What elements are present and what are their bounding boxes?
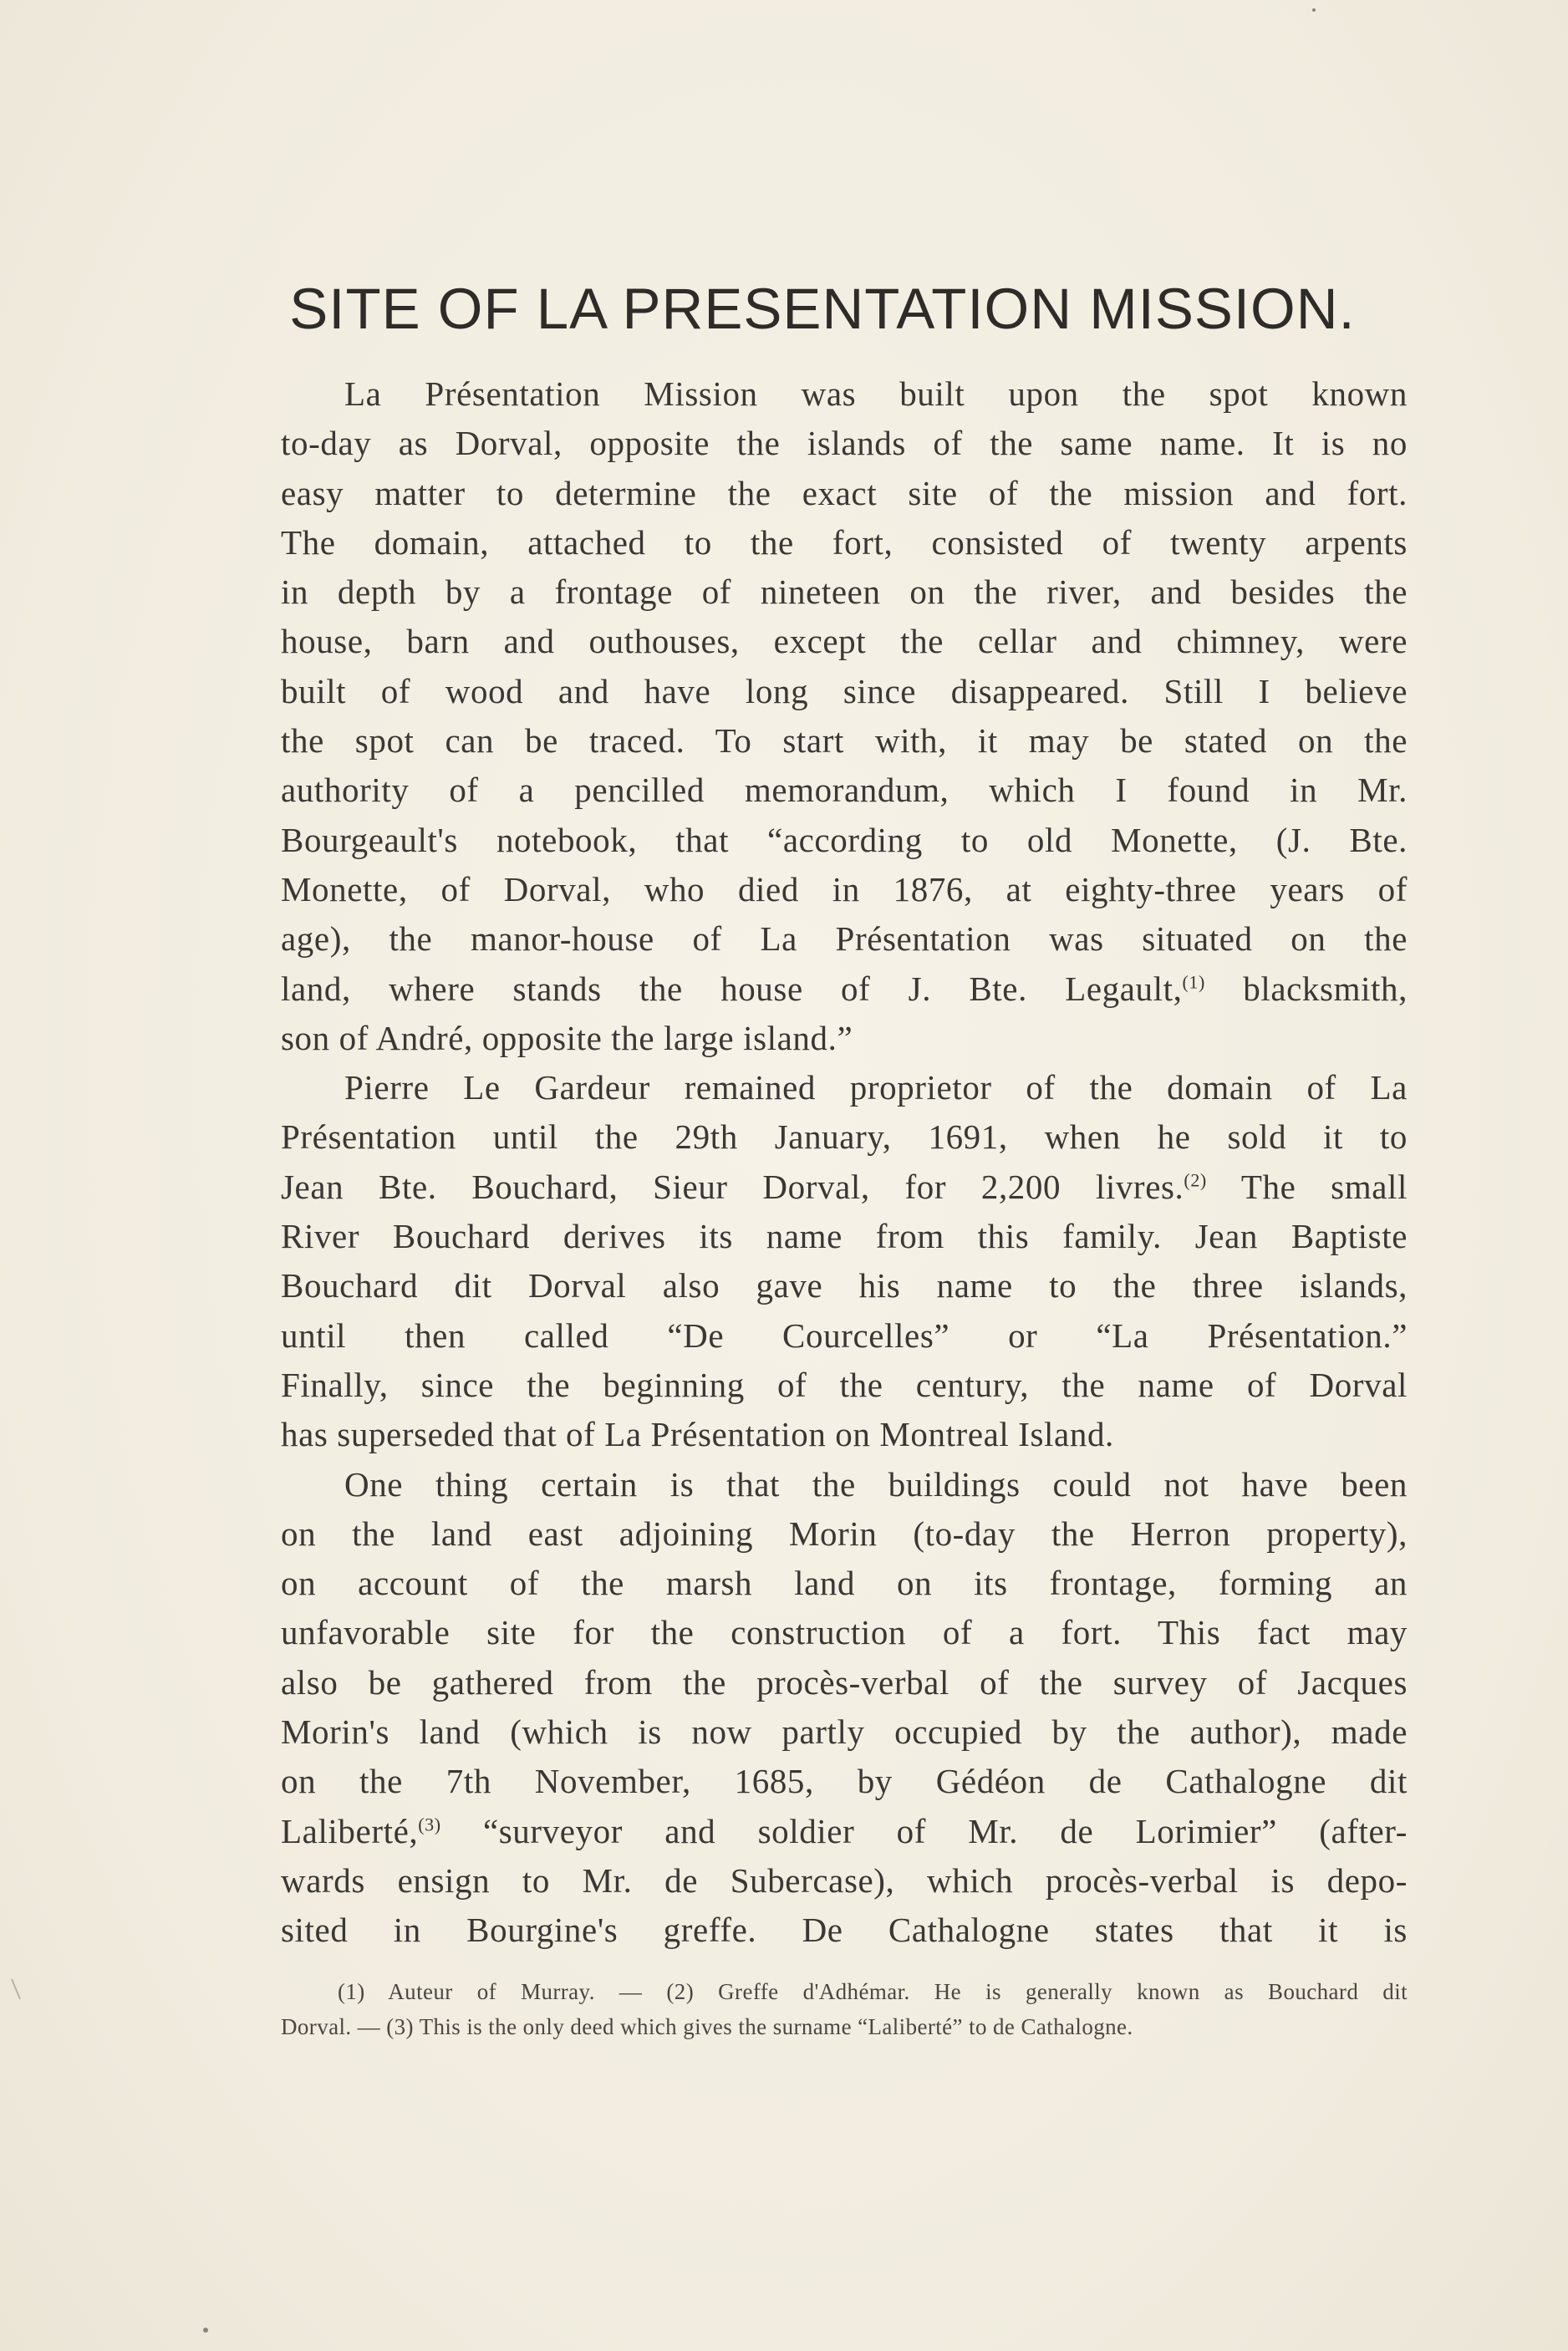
- text-line: has superseded that of La Présentation on Montreal Island.: [281, 1415, 1114, 1454]
- text-line: Présentation until the 29th January, 1691, when he sold it to: [281, 1117, 1408, 1157]
- text-line: Finally, since the beginning of the century, the name of Dorval: [281, 1365, 1408, 1404]
- text-line: Morin's land (which is now partly occupied by the author), made: [281, 1712, 1408, 1752]
- text-line: to-day as Dorval, opposite the islands of the same name. It is no: [281, 424, 1408, 463]
- text-line: sited in Bourgine's greffe. De Cathalogne states that it is: [281, 1911, 1408, 1950]
- text-line-with-footnote: [281, 964, 1408, 1014]
- text-line: age), the manor-house of La Présentation was situated on the: [281, 919, 1408, 959]
- text-line-tail: “surveyor and soldier of Mr. de Lorimier” (after-: [482, 1811, 1408, 1850]
- footnotes: [281, 1974, 1408, 2044]
- paper-crease: [12, 1979, 20, 1999]
- text-line: unfavorable site for the construction of a fort. This fact may: [281, 1613, 1408, 1652]
- text-line: on the 7th November, 1685, by Gédéon de Cathalogne dit: [281, 1762, 1408, 1801]
- text-line-head: Jean Bte. Bouchard, Sieur Dorval, for 2,200 livres.: [281, 1167, 1184, 1206]
- text-line: built of wood and have long since disappeared. Still I believe: [281, 671, 1408, 710]
- footnote-ref-2: (2): [1184, 1169, 1207, 1191]
- text-line: Pierre Le Gardeur remained proprietor of the domain of La: [344, 1068, 1408, 1107]
- footnote-line: Dorval. — (3) This is the only deed which gives the surname “Laliberté” to de Cathalogne.: [281, 2014, 1133, 2039]
- text-line: One thing certain is that the buildings could not have been: [344, 1464, 1408, 1504]
- text-line: La Présentation Mission was built upon the spot known: [344, 374, 1408, 413]
- text-line: on account of the marsh land on its frontage, forming an: [281, 1564, 1408, 1603]
- text-line: wards ensign to Mr. de Subercase), which procès-verbal is depo-: [281, 1860, 1408, 1900]
- text-line: The domain, attached to the fort, consisted of twenty arpents: [281, 522, 1408, 562]
- paper-speck: [1312, 8, 1316, 12]
- footnote-ref-3: (3): [418, 1813, 441, 1834]
- text-line-head: Laliberté,: [281, 1811, 419, 1850]
- text-line: easy matter to determine the exact site of the mission and fort.: [281, 473, 1408, 512]
- text-line: in depth by a frontage of nineteen on the river, and besides the: [281, 572, 1408, 612]
- text-line-with-footnote: [281, 1807, 1408, 1856]
- text-line: also be gathered from the procès-verbal of the survey of Jacques: [281, 1662, 1408, 1702]
- text-line: Monette, of Dorval, who died in 1876, at eighty-three years of: [281, 869, 1408, 908]
- body-text: [281, 369, 1408, 1956]
- footnote-line: (1) Auteur of Murray. — (2) Greffe d'Adhémar. He is generally known as Bouchard dit: [338, 1979, 1408, 2004]
- text-line-with-footnote: [281, 1163, 1408, 1212]
- text-line-head: land, where stands the house of J. Bte. Legault,: [281, 969, 1183, 1008]
- text-line: the spot can be traced. To start with, it may be stated on the: [281, 721, 1408, 761]
- text-line: house, barn and outhouses, except the cellar and chimney, were: [281, 622, 1408, 661]
- text-line: Bouchard dit Dorval also gave his name to the three islands,: [281, 1266, 1408, 1305]
- text-line: River Bouchard derives its name from this family. Jean Baptiste: [281, 1217, 1408, 1256]
- text-line: until then called “De Courcelles” or “La Présentation.”: [281, 1315, 1408, 1355]
- footnote-ref-1: (1): [1182, 970, 1205, 992]
- page-title: SITE OF LA PRESENTATION MISSION.: [289, 277, 1356, 341]
- text-line: Bourgeault's notebook, that “according to old Monette, (J. Bte.: [281, 820, 1408, 859]
- text-line: authority of a pencilled memorandum, which I found in Mr.: [281, 771, 1408, 810]
- paper-speck: [203, 2328, 208, 2333]
- text-line: son of André, opposite the large island.”: [281, 1018, 853, 1057]
- text-line-tail: The small: [1240, 1167, 1408, 1206]
- text-line-tail: blacksmith,: [1243, 969, 1408, 1008]
- text-line: on the land east adjoining Morin (to-day the Herron property),: [281, 1514, 1408, 1553]
